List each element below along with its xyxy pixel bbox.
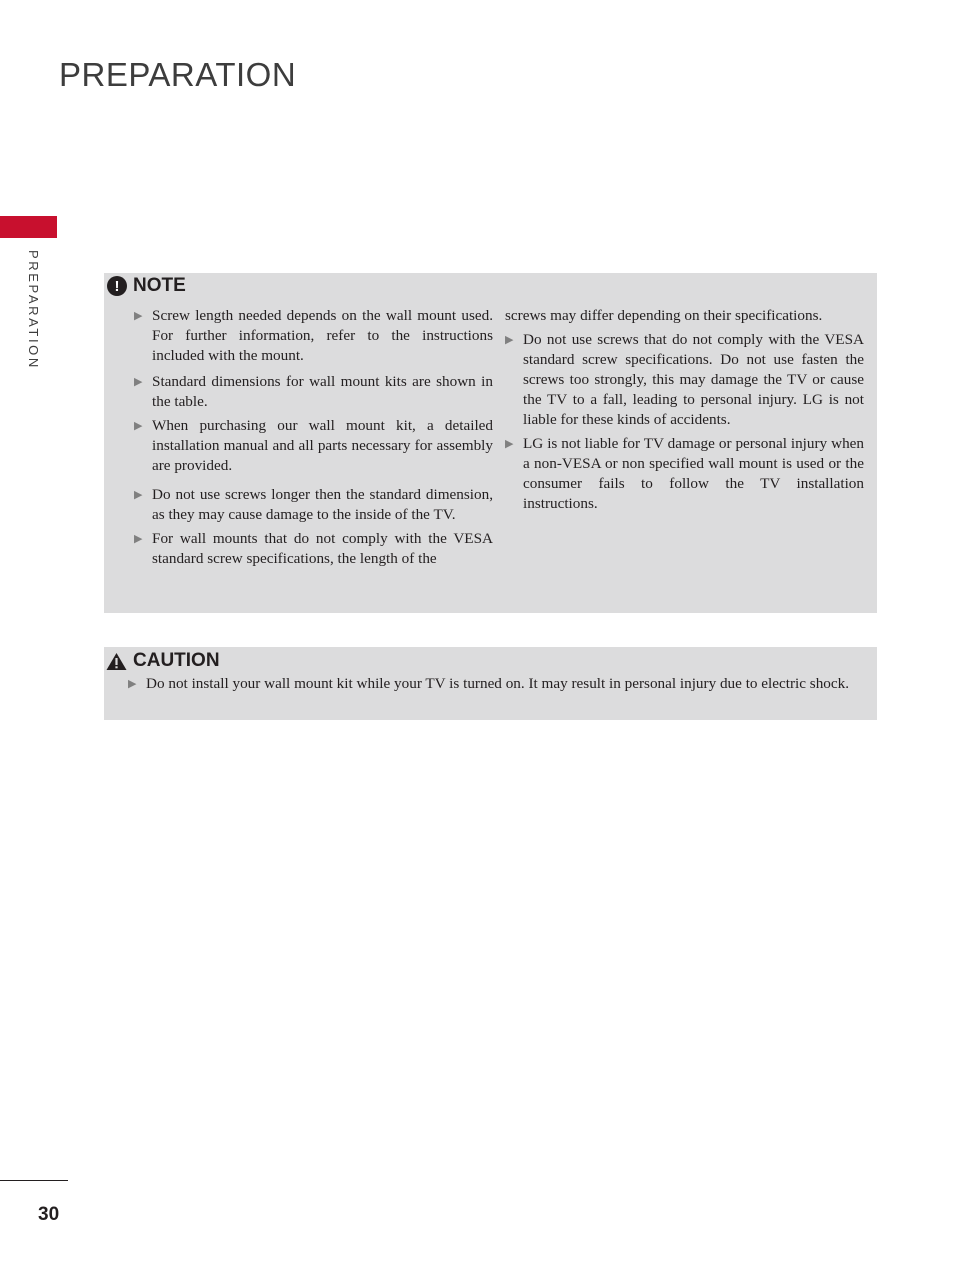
note-item: ▶ Standard dimensions for wall mount kits are shown in the table.: [134, 373, 493, 410]
bullet-arrow-icon: ▶: [134, 489, 143, 501]
caution-box: [104, 647, 877, 720]
page-title: PREPARATION: [59, 56, 297, 93]
bullet-arrow-icon: ▶: [505, 334, 514, 346]
warning-triangle-icon: [106, 652, 127, 671]
note-list-right: [505, 306, 864, 514]
caution-item: ▶ Do not install your wall mount kit while your TV is turned on. It may result in personal injury due to electric shock.: [128, 675, 850, 692]
note-item: ▶ LG is not liable for TV damage or personal injury when a non-VESA or non specified wall mount is used or the consumer fails to follow the TV installation instructions.: [505, 435, 864, 512]
note-header: [107, 275, 186, 297]
note-item: ▶ When purchasing our wall mount kit, a detailed installation manual and all parts necessary for assembly are provided.: [134, 417, 493, 474]
note-item: ▶ Screw length needed depends on the wall mount used. For further information, refer to the instructions included with the mount.: [134, 307, 493, 364]
bullet-arrow-icon: ▶: [505, 438, 514, 450]
bullet-arrow-icon: ▶: [128, 678, 137, 690]
note-list-left: [134, 306, 493, 569]
footer-rule: [0, 1180, 68, 1181]
section-tab-marker: [0, 216, 57, 238]
exclamation-icon: !: [107, 276, 127, 296]
page-number: 30: [38, 1204, 60, 1225]
bullet-arrow-icon: ▶: [134, 310, 143, 322]
caution-header: [106, 650, 220, 672]
caution-title: CAUTION: [133, 650, 220, 671]
bullet-arrow-icon: ▶: [134, 420, 143, 432]
note-item: ▶ Do not use screws longer then the standard dimension, as they may cause damage to the inside of the TV.: [134, 486, 493, 523]
caution-list: [128, 674, 863, 694]
note-item-continued: screws may differ depending on their specifications.: [505, 307, 823, 324]
bullet-arrow-icon: ▶: [134, 376, 143, 388]
section-side-label: PREPARATION: [26, 250, 41, 370]
note-item: ▶ For wall mounts that do not comply with the VESA standard screw specifications, the length of the: [134, 530, 493, 567]
note-box: [104, 273, 877, 613]
note-title: NOTE: [133, 275, 186, 296]
bullet-arrow-icon: ▶: [134, 533, 143, 545]
note-item: ▶ Do not use screws that do not comply with the VESA standard screw specifications. Do not use fasten the screws too strongly, this may damage the TV or cause the TV to a fall, leading to personal injury. LG is not liable for these kinds of accidents.: [505, 331, 864, 428]
